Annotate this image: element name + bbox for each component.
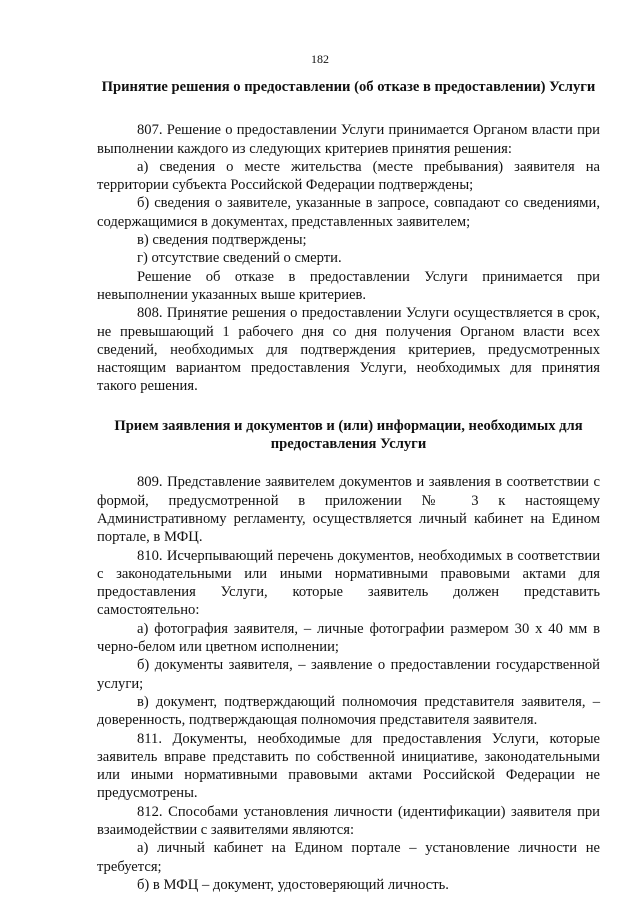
page-number: 182 bbox=[311, 52, 329, 66]
document-body bbox=[97, 78, 600, 894]
paragraph: в) сведения подтверждены; bbox=[137, 232, 307, 249]
section-heading-application: Прием заявления и документов и (или) информации, необходимых для предоставления Услуги bbox=[114, 417, 583, 453]
paragraph: а) фотография заявителя, – личные фотографии размером 30 х 40 мм в черно-белом или цветном исполнении; bbox=[97, 620, 600, 656]
paragraph: 811. Документы, необходимые для предоставления Услуги, которые заявитель вправе представить по собственной инициативе, законодательными или иными нормативными правовыми актами Российской Федерации не предусмотрены. bbox=[97, 730, 600, 802]
paragraph: а) сведения о месте жительства (месте пребывания) заявителя на территории субъекта Российской Федерации подтверждены; bbox=[97, 158, 600, 194]
paragraph: 807. Решение о предоставлении Услуги принимается Органом власти при выполнении каждого из следующих критериев принятия решения: bbox=[97, 122, 600, 157]
paragraph: 812. Способами установления личности (идентификации) заявителя при взаимодействии с заявителями являются: bbox=[97, 803, 600, 838]
paragraph: 809. Представление заявителем документов и заявления в соответствии с формой, предусмотренной в приложении № 3 к настоящему Административному регламенту, осуществляется личный кабинет на Едином портале, в МФЦ. bbox=[97, 474, 600, 546]
paragraph: б) в МФЦ – документ, удостоверяющий личность. bbox=[137, 876, 449, 893]
paragraph: б) документы заявителя, – заявление о предоставлении государственной услуги; bbox=[97, 657, 600, 692]
paragraph: Решение об отказе в предоставлении Услуги принимается при невыполнении указанных выше критериев. bbox=[97, 268, 600, 303]
paragraph: в) документ, подтверждающий полномочия представителя заявителя, – доверенность, подтверждающая полномочия представителя заявителя. bbox=[97, 693, 600, 729]
section-heading-decision: Принятие решения о предоставлении (об отказе в предоставлении) Услуги bbox=[101, 79, 596, 95]
paragraph: 808. Принятие решения о предоставлении Услуги осуществляется в срок, не превышающий 1 рабочего дня со дня получения Органом власти всех сведений, необходимых для подтверждения критериев, предусмотренных настоящим вариантом предоставления Услуги, необходимых для принятия такого решения. bbox=[97, 305, 600, 395]
paragraph: 810. Исчерпывающий перечень документов, необходимых в соответствии с законодательными или иными нормативными правовыми актами для предоставления Услуги, которые заявитель должен представить самостоятельно: bbox=[97, 547, 600, 619]
paragraph: а) личный кабинет на Едином портале – установление личности не требуется; bbox=[97, 840, 600, 875]
paragraph: б) сведения о заявителе, указанные в запросе, совпадают со сведениями, содержащимися в документах, представленных заявителем; bbox=[97, 195, 600, 230]
paragraph: г) отсутствие сведений о смерти. bbox=[137, 250, 342, 267]
